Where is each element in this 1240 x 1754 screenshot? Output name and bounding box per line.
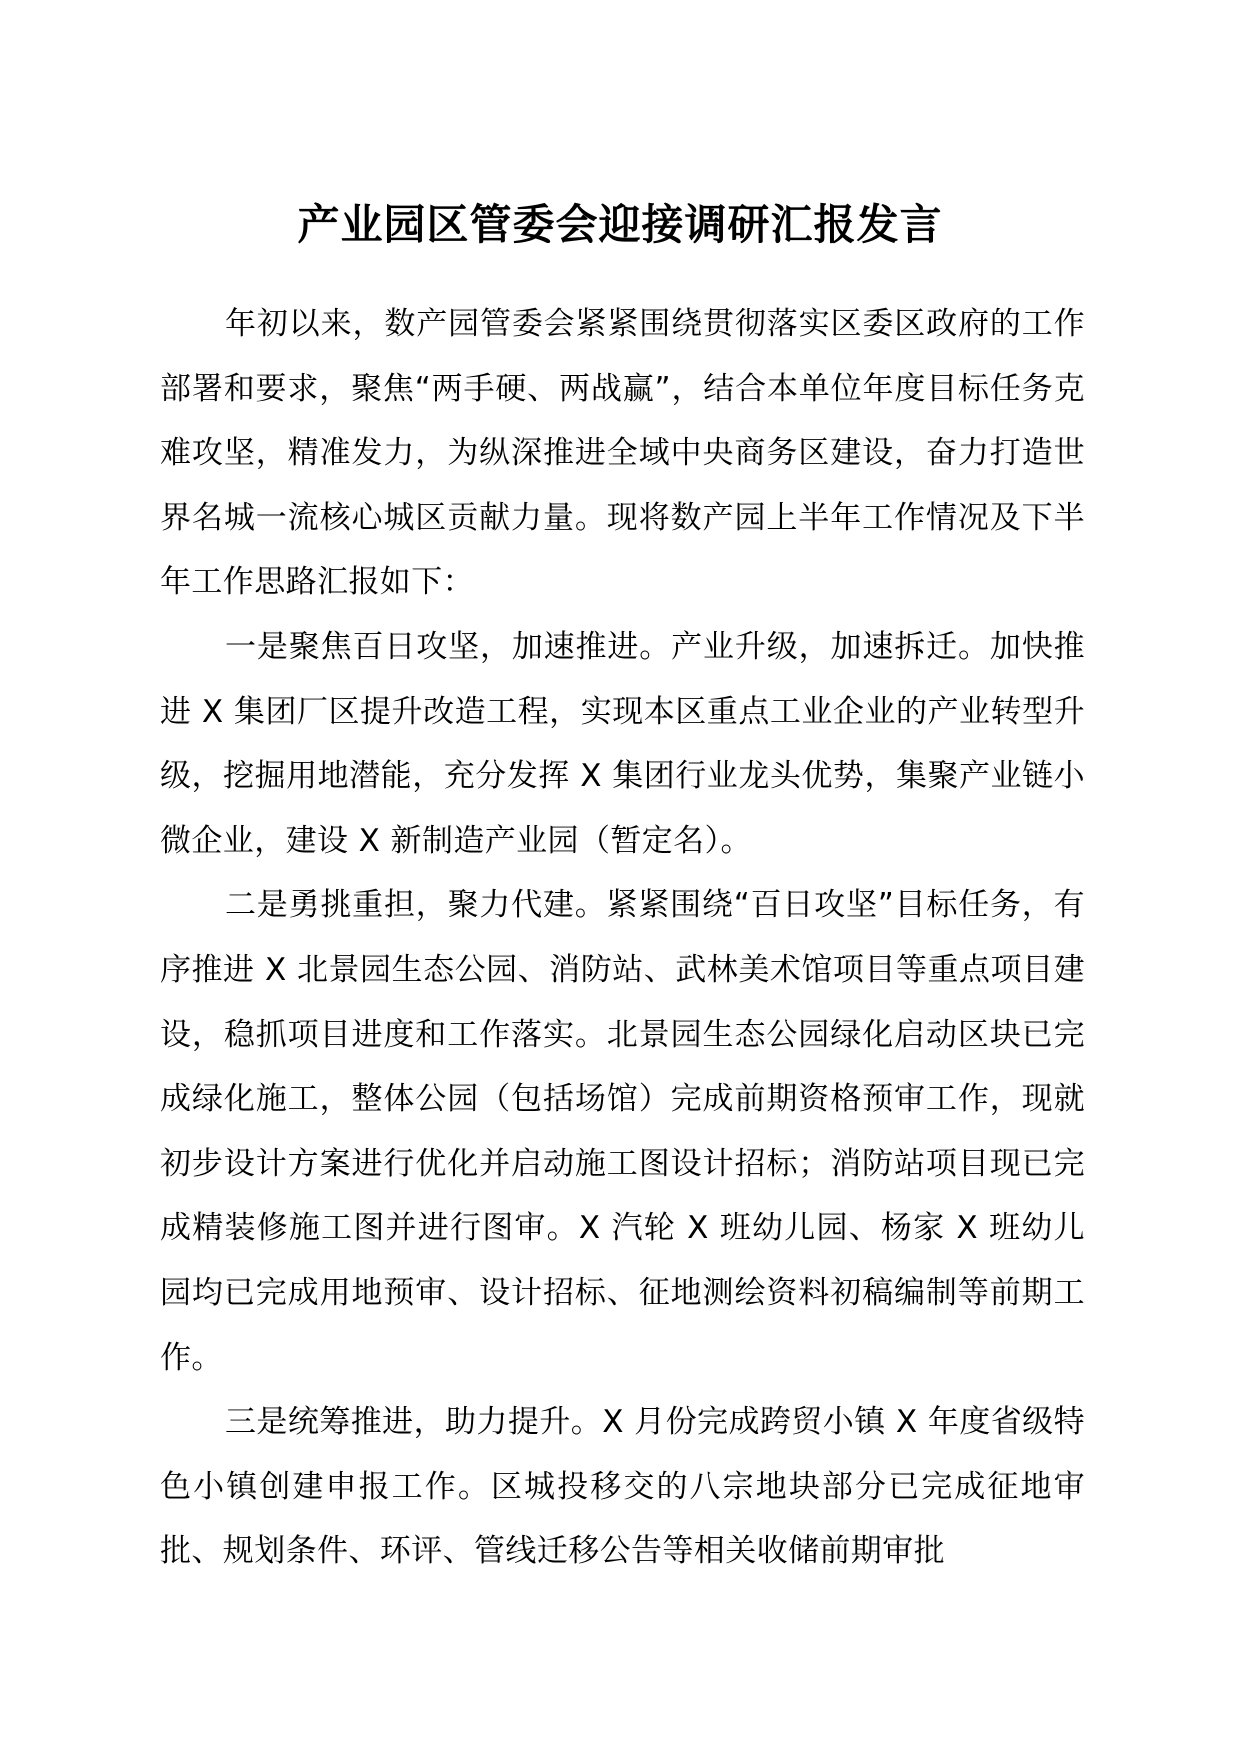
paragraph-point-one: 一是聚焦百日攻坚，加速推进。产业升级，加速拆迁。加快推进 X 集团厂区提升改造工程，实现本区重点工业企业的产业转型升级，挖掘用地潜能，充分发挥 X 集团行业龙头优势，集聚产业链小微企业，建设 X 新制造产业园（暂定名）。 xyxy=(160,628,1085,859)
paragraph-intro: 年初以来，数产园管委会紧紧围绕贯彻落实区委区政府的工作部署和要求，聚焦“两手硬、两战赢”，结合本单位年度目标任务克难攻坚，精准发力，为纵深推进全域中央商务区建设，奋力打造世界名城一流核心城区贡献力量。现将数产园上半年工作情况及下半年工作思路汇报如下： xyxy=(160,306,1085,601)
document-title: 产业园区管委会迎接调研汇报发言 xyxy=(297,200,943,249)
document-body xyxy=(160,292,1085,1584)
paragraph-point-three: 三是统筹推进，助力提升。X 月份完成跨贸小镇 X 年度省级特色小镇创建申报工作。区城投移交的八宗地块部分已完成征地审批、规划条件、环评、管线迁移公告等相关收储前期审批 xyxy=(160,1404,1085,1570)
paragraph-point-two: 二是勇挑重担，聚力代建。紧紧围绕“百日攻坚”目标任务，有序推进 X 北景园生态公园、消防站、武林美术馆项目等重点项目建设，稳抓项目进度和工作落实。北景园生态公园绿化启动区块已完成绿化施工，整体公园（包括场馆）完成前期资格预审工作，现就初步设计方案进行优化并启动施工图设计招标；消防站项目现已完成精装修施工图并进行图审。X 汽轮 X 班幼儿园、杨家 X 班幼儿园均已完成用地预审、设计招标、征地测绘资料初稿编制等前期工作。 xyxy=(160,887,1085,1376)
